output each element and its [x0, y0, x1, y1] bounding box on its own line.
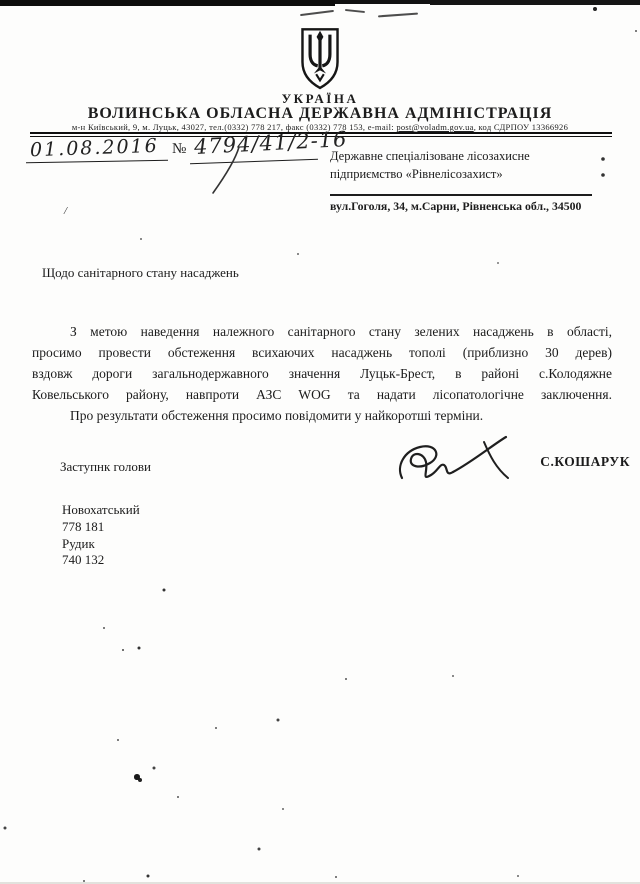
number-sign: №	[172, 141, 187, 157]
body-line: просимо провести обстеження всихаючих насаджень тополі (приблизно 30 дерев)	[32, 345, 612, 360]
body-line: Ковельського району, навпроти АЗС WOG та надати лісопатологічне заключення.	[32, 387, 612, 402]
body-line: Про результати обстеження просимо повідомити у найкоротші терміни.	[70, 408, 484, 423]
contact-name: Новохатський	[62, 502, 140, 517]
country-name: УКРАЇНА	[281, 91, 359, 106]
scan-smudge	[300, 10, 334, 16]
ukraine-trident-icon	[297, 27, 343, 91]
pen-stray-stroke	[205, 145, 245, 195]
contact-persons-block	[62, 502, 140, 569]
handwritten-date: 01.08.2016	[29, 134, 160, 162]
letter-subject: Щодо санітарного стану насаджень	[42, 265, 239, 280]
organization-name: ВОЛИНСЬКА ОБЛАСНА ДЕРЖАВНА АДМІНІСТРАЦІЯ	[87, 105, 553, 122]
contact-phone: 740 132	[62, 552, 105, 568]
contact-phone: 778 181	[62, 518, 105, 534]
addressee-address: вул.Гоголя, 34, м.Сарни, Рівненська обл., 34500	[330, 199, 582, 213]
handwritten-signature-icon	[396, 434, 528, 494]
org-email: post@voladm.gov.ua	[396, 122, 474, 132]
addressee-line1: Державне спеціалізоване лісозахисне	[330, 149, 530, 163]
addressee-line2: підприємство «Рівнелісозахист»	[330, 166, 503, 181]
scan-specks	[0, 0, 2, 2]
scan-smudge	[345, 9, 365, 13]
body-line: З метою наведення належного санітарного стану зелених насаджень в області,	[70, 324, 612, 339]
signer-name: С.КОШАРУК	[540, 454, 630, 469]
org-edrpou-code: , код СДРПОУ 13366926	[473, 122, 569, 132]
scan-pen-tick: /	[64, 205, 68, 217]
letter-body	[32, 321, 612, 426]
scan-border-top-right	[430, 0, 640, 5]
addressee-divider-rule	[330, 194, 592, 196]
org-address-text: м-н Київський, 9, м. Луцьк, 43027, тел.(0332) 778 217, факс (0332) 778 153, e-mail:	[71, 122, 397, 132]
handwritten-outgoing-number: 4794/41/2-16	[193, 126, 349, 160]
scan-border-top-thick	[0, 0, 335, 6]
scan-smudge	[378, 13, 418, 18]
body-line: вздовж дороги загальнодержавного значення Луцьк-Брест, в районі с.Колодяжне	[32, 366, 612, 381]
contact-name: Рудик	[62, 535, 95, 551]
addressee-block	[330, 148, 606, 183]
signer-position-title: Заступнк голови	[60, 459, 151, 474]
